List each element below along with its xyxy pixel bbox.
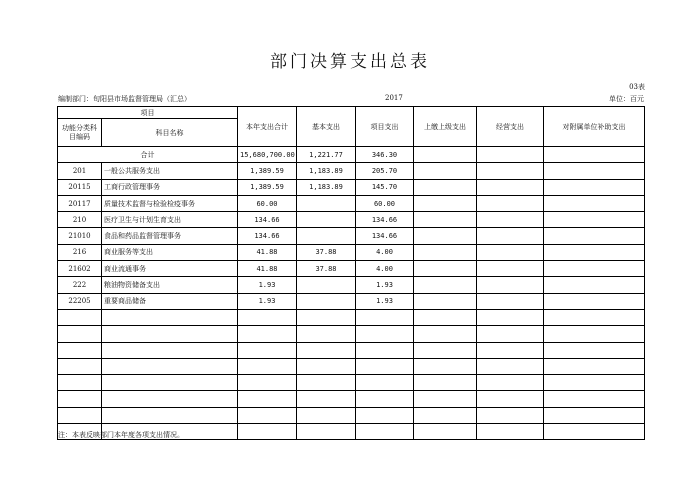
- table-row: [58, 212, 645, 228]
- empty-cell: [477, 375, 544, 391]
- empty-cell: [356, 407, 414, 423]
- row-project: 4.00: [356, 261, 414, 277]
- empty-cell: [356, 342, 414, 358]
- header-business: 经营支出: [477, 107, 544, 147]
- empty-cell: [58, 358, 102, 374]
- empty-cell: [544, 424, 645, 440]
- empty-cell: [102, 342, 238, 358]
- empty-cell: [544, 391, 645, 407]
- empty-cell: [58, 342, 102, 358]
- empty-cell: [356, 375, 414, 391]
- total-business: [477, 147, 544, 163]
- empty-cell: [544, 407, 645, 423]
- row-project: 134.66: [356, 228, 414, 244]
- row-subsidy: [544, 195, 645, 211]
- row-project: 4.00: [356, 244, 414, 260]
- header-upper: 上缴上级支出: [414, 107, 477, 147]
- empty-cell: [414, 424, 477, 440]
- row-basic: [297, 195, 356, 211]
- row-name: 一般公共服务支出: [102, 163, 238, 179]
- row-total: 1.93: [238, 277, 297, 293]
- empty-cell: [297, 375, 356, 391]
- row-total: 1.93: [238, 293, 297, 309]
- total-label: 合计: [58, 147, 238, 163]
- empty-cell: [58, 309, 102, 325]
- row-upper: [414, 212, 477, 228]
- row-code: 216: [58, 244, 102, 260]
- row-code: 21010: [58, 228, 102, 244]
- empty-cell: [238, 358, 297, 374]
- row-name: 商业服务等支出: [102, 244, 238, 260]
- row-basic: [297, 228, 356, 244]
- form-number: 03表: [629, 83, 645, 91]
- empty-cell: [477, 309, 544, 325]
- footnote: 注：本表反映部门本年度各项支出情况。: [58, 431, 184, 439]
- table-row: [58, 261, 645, 277]
- empty-cell: [544, 375, 645, 391]
- row-name: 食品和药品监督管理事务: [102, 228, 238, 244]
- row-code: 21602: [58, 261, 102, 277]
- empty-row: [58, 391, 645, 407]
- row-business: [477, 195, 544, 211]
- empty-row: [58, 326, 645, 342]
- empty-cell: [297, 391, 356, 407]
- empty-cell: [238, 309, 297, 325]
- empty-cell: [477, 407, 544, 423]
- row-business: [477, 293, 544, 309]
- empty-cell: [544, 342, 645, 358]
- empty-cell: [477, 326, 544, 342]
- empty-row: [58, 358, 645, 374]
- row-total: 41.88: [238, 244, 297, 260]
- empty-cell: [297, 424, 356, 440]
- meta-line: [58, 94, 644, 104]
- empty-cell: [414, 309, 477, 325]
- total-project: 346.30: [356, 147, 414, 163]
- year-label: 2017: [385, 94, 403, 102]
- row-project: 205.70: [356, 163, 414, 179]
- empty-cell: [544, 309, 645, 325]
- empty-cell: [414, 407, 477, 423]
- row-name: 工商行政管理事务: [102, 179, 238, 195]
- row-project: 145.70: [356, 179, 414, 195]
- row-basic: 1,183.89: [297, 179, 356, 195]
- empty-cell: [102, 407, 238, 423]
- table-row: [58, 277, 645, 293]
- empty-cell: [477, 424, 544, 440]
- row-business: [477, 228, 544, 244]
- empty-cell: [102, 391, 238, 407]
- row-project: 60.00: [356, 195, 414, 211]
- row-basic: 37.88: [297, 261, 356, 277]
- row-name: 粮油物资储备支出: [102, 277, 238, 293]
- row-total: 134.66: [238, 212, 297, 228]
- row-upper: [414, 261, 477, 277]
- row-code: 20115: [58, 179, 102, 195]
- row-subsidy: [544, 163, 645, 179]
- row-upper: [414, 228, 477, 244]
- row-total: 60.00: [238, 195, 297, 211]
- empty-cell: [102, 326, 238, 342]
- empty-cell: [297, 358, 356, 374]
- empty-cell: [102, 358, 238, 374]
- header-basic: 基本支出: [297, 107, 356, 147]
- row-code: 20117: [58, 195, 102, 211]
- row-project: 1.93: [356, 277, 414, 293]
- empty-cell: [58, 375, 102, 391]
- empty-cell: [477, 391, 544, 407]
- row-business: [477, 277, 544, 293]
- table-row: [58, 163, 645, 179]
- empty-cell: [544, 326, 645, 342]
- header-name: 科目名称: [102, 119, 238, 147]
- row-business: [477, 244, 544, 260]
- table-row: [58, 179, 645, 195]
- total-basic: 1,221.77: [297, 147, 356, 163]
- row-project: 1.93: [356, 293, 414, 309]
- row-upper: [414, 293, 477, 309]
- row-subsidy: [544, 293, 645, 309]
- row-name: 商业流通事务: [102, 261, 238, 277]
- header-project: 项目支出: [356, 107, 414, 147]
- table-row: [58, 244, 645, 260]
- table-row: [58, 228, 645, 244]
- row-business: [477, 261, 544, 277]
- row-upper: [414, 244, 477, 260]
- empty-row: [58, 375, 645, 391]
- empty-cell: [414, 326, 477, 342]
- row-total: 134.66: [238, 228, 297, 244]
- empty-cell: [356, 391, 414, 407]
- row-upper: [414, 277, 477, 293]
- empty-cell: [414, 342, 477, 358]
- row-subsidy: [544, 261, 645, 277]
- empty-row: [58, 342, 645, 358]
- empty-cell: [414, 391, 477, 407]
- row-upper: [414, 163, 477, 179]
- header-subsidy: 对附属单位补助支出: [544, 107, 645, 147]
- row-business: [477, 179, 544, 195]
- table-row: [58, 195, 645, 211]
- org-label: 编制部门：旬阳县市场监督管理局（汇总）: [58, 95, 191, 103]
- row-subsidy: [544, 244, 645, 260]
- expenditure-table: [57, 106, 645, 440]
- page-title: 部门决算支出总表: [270, 52, 430, 72]
- empty-cell: [297, 326, 356, 342]
- empty-cell: [102, 309, 238, 325]
- empty-cell: [58, 407, 102, 423]
- row-code: 201: [58, 163, 102, 179]
- unit-label: 单位：百元: [609, 95, 644, 103]
- row-business: [477, 163, 544, 179]
- empty-cell: [356, 326, 414, 342]
- row-total: 1,389.59: [238, 179, 297, 195]
- empty-cell: [238, 326, 297, 342]
- row-basic: [297, 212, 356, 228]
- empty-cell: [58, 391, 102, 407]
- row-name: 医疗卫生与计划生育支出: [102, 212, 238, 228]
- row-basic: 1,183.89: [297, 163, 356, 179]
- row-subsidy: [544, 228, 645, 244]
- empty-cell: [297, 342, 356, 358]
- row-basic: [297, 277, 356, 293]
- row-code: 210: [58, 212, 102, 228]
- empty-row: [58, 309, 645, 325]
- empty-cell: [414, 375, 477, 391]
- row-code: 22205: [58, 293, 102, 309]
- total-row: [58, 147, 645, 163]
- empty-cell: [238, 342, 297, 358]
- total-upper: [414, 147, 477, 163]
- row-subsidy: [544, 277, 645, 293]
- total-total: 15,680,700.00: [238, 147, 297, 163]
- row-name: 质量技术监督与检验检疫事务: [102, 195, 238, 211]
- empty-cell: [356, 424, 414, 440]
- empty-cell: [297, 407, 356, 423]
- empty-cell: [356, 358, 414, 374]
- empty-cell: [238, 424, 297, 440]
- row-upper: [414, 195, 477, 211]
- empty-cell: [238, 407, 297, 423]
- total-subsidy: [544, 147, 645, 163]
- row-business: [477, 212, 544, 228]
- row-total: 41.88: [238, 261, 297, 277]
- header-code: 功能分类科目编码: [58, 119, 102, 147]
- empty-cell: [238, 375, 297, 391]
- empty-cell: [102, 375, 238, 391]
- row-subsidy: [544, 179, 645, 195]
- empty-cell: [297, 309, 356, 325]
- empty-cell: [477, 358, 544, 374]
- row-code: 222: [58, 277, 102, 293]
- empty-cell: [544, 358, 645, 374]
- table-row: [58, 293, 645, 309]
- empty-cell: [477, 342, 544, 358]
- empty-cell: [356, 309, 414, 325]
- empty-cell: [58, 326, 102, 342]
- row-basic: [297, 293, 356, 309]
- empty-cell: [238, 391, 297, 407]
- row-name: 重要商品储备: [102, 293, 238, 309]
- row-basic: 37.88: [297, 244, 356, 260]
- header-total: 本年支出合计: [238, 107, 297, 147]
- row-project: 134.66: [356, 212, 414, 228]
- row-upper: [414, 179, 477, 195]
- empty-cell: [414, 358, 477, 374]
- header-item-group: 项目: [58, 107, 238, 119]
- row-subsidy: [544, 212, 645, 228]
- empty-row: [58, 407, 645, 423]
- row-total: 1,389.59: [238, 163, 297, 179]
